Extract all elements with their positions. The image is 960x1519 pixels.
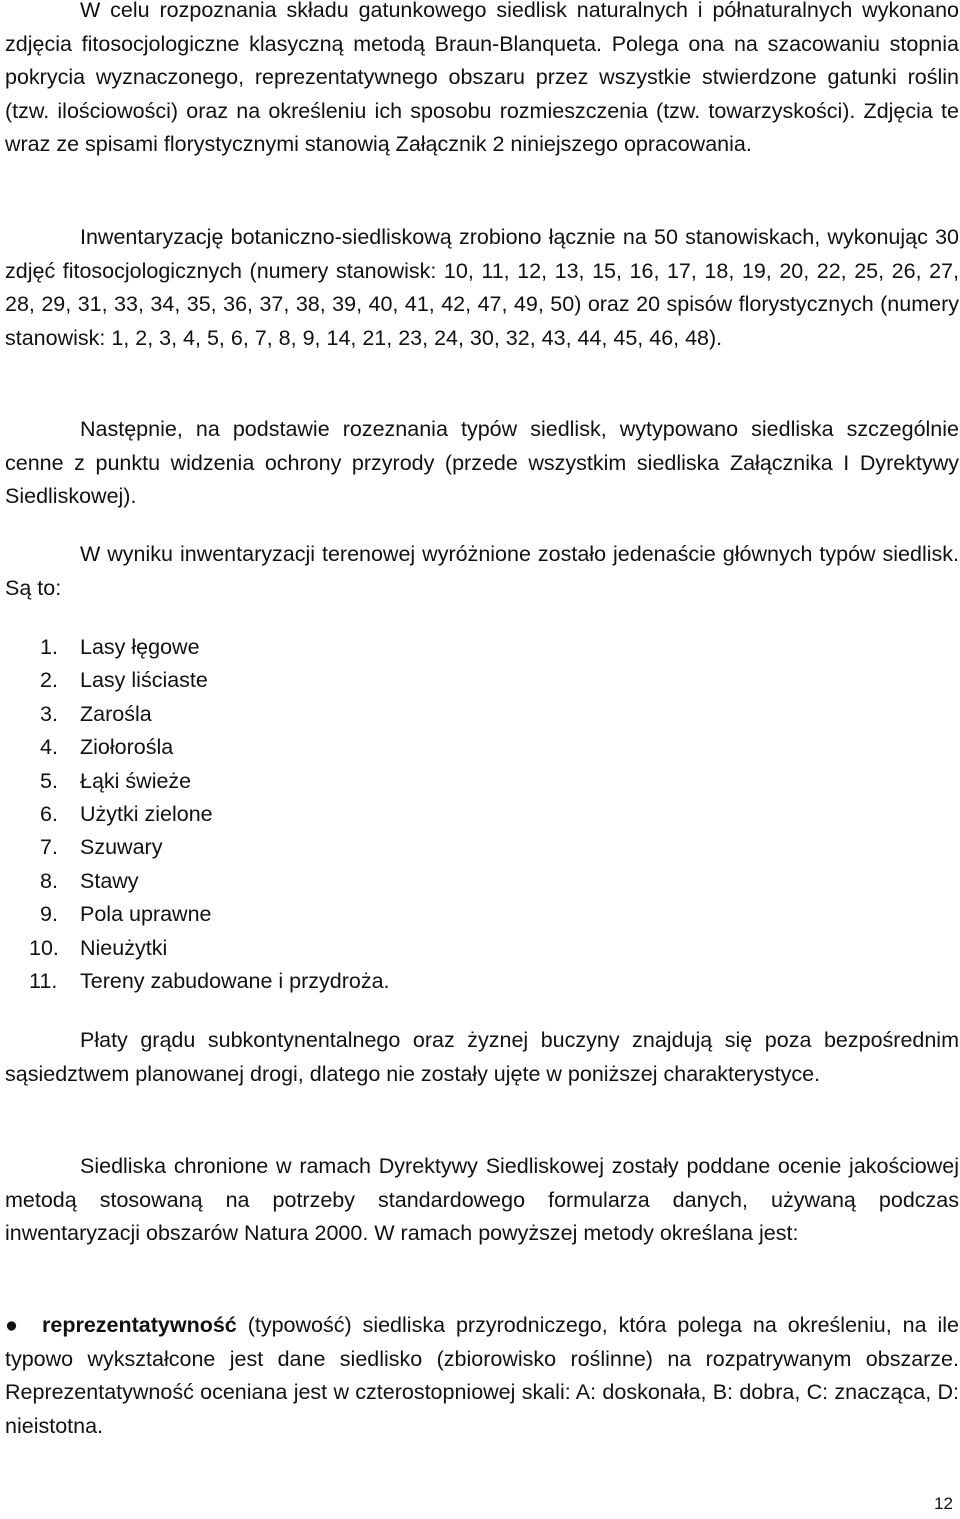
list-item xyxy=(5,831,905,864)
paragraph-inventory-sites: Inwentaryzację botaniczno-siedliskową zrobiono łącznie na 50 stanowiskach, wykonując 30 zdjęć fitosocjologicznych (numery stanowisk: 10, 11, 12, 13, 15, 16, 17, 18, 19, 20, 22, 25, 26, 27, 28, 29, 31, 33, 34, 35, 36, 37, 38, 39, 40, 41, 42, 47, 49, 50) oraz 20 spisów florystycznych (numery stanowisk: 1, 2, 3, 4, 5, 6, 7, 8, 9, 14, 21, 23, 24, 30, 32, 43, 44, 45, 46, 48). xyxy=(5,225,959,350)
list-item-number: 5. xyxy=(40,768,58,793)
list-item-number: 2. xyxy=(40,668,58,693)
list-item xyxy=(5,731,905,764)
list-item-label: Łąki świeże xyxy=(80,768,192,793)
list-item-label: Szuwary xyxy=(80,835,163,860)
list-item-number: 10. xyxy=(29,935,59,960)
list-item xyxy=(5,664,905,697)
list-item-label: Stawy xyxy=(80,868,139,893)
list-item-number: 9. xyxy=(40,902,58,927)
paragraph-assessment-method: Siedliska chronione w ramach Dyrektywy Siedliskowej zostały poddane ocenie jakościowej metodą stosowaną na potrzeby standardowego formularza danych, używaną podczas inwentaryzacji obszarów Natura 2000. W ramach powyższej metody określana jest: xyxy=(5,1154,959,1246)
list-item-label: Tereny zabudowane i przydroża. xyxy=(80,969,390,994)
list-item xyxy=(5,898,905,931)
list-item xyxy=(5,965,905,998)
list-item xyxy=(5,798,905,831)
paragraph-braun-blanquet-method: W celu rozpoznania składu gatunkowego siedlisk naturalnych i półnaturalnych wykonano zdjęcia fitosocjologiczne klasyczną metodą Braun-Blanqueta. Polega ona na szacowaniu stopnia pokrycia wyznaczonego, reprezentatywnego obszaru przez wszystkie stwierdzone gatunki roślin (tzw. ilościowości) oraz na określeniu ich sposobu rozmieszczenia (tzw. towarzyskości). Zdjęcia te wraz ze spisami florystycznymi stanowią Załącznik 2 niniejszego opracowania. xyxy=(5,0,959,157)
paragraph-valuable-habitats: Następnie, na podstawie rozeznania typów siedlisk, wytypowano siedliska szczególnie cenne z punktu widzenia ochrony przyrody (przede wszystkim siedliska Załącznika I Dyrektywy Siedliskowej). xyxy=(5,417,959,509)
list-item-number: 11. xyxy=(29,969,58,994)
bullet-icon: ● xyxy=(5,1313,18,1337)
list-item-number: 7. xyxy=(40,835,58,860)
habitat-types-list xyxy=(5,631,905,998)
list-item-label: Lasy liściaste xyxy=(80,668,208,693)
list-item-label: Użytki zielone xyxy=(80,802,213,827)
bullet-term: reprezentatywność xyxy=(42,1313,237,1337)
paragraph-excluded-habitats: Płaty grądu subkontynentalnego oraz żyznej buczyny znajdują się poza bezpośrednim sąsiedztwem planowanej drogi, dlatego nie zostały ujęte w poniższej charakterystyce. xyxy=(5,1028,959,1086)
list-item xyxy=(5,765,905,798)
paragraph-habitat-types-intro: W wyniku inwentaryzacji terenowej wyróżnione zostało jedenaście głównych typów siedlisk. Są to: xyxy=(5,542,959,600)
list-item-number: 6. xyxy=(40,802,58,827)
list-item-number: 4. xyxy=(40,735,58,760)
list-item-label: Lasy łęgowe xyxy=(80,635,200,659)
list-item-number: 1. xyxy=(40,635,58,659)
list-item xyxy=(5,698,905,731)
bullet-representativeness xyxy=(5,1309,959,1443)
list-item xyxy=(5,631,905,664)
list-item-label: Zarośla xyxy=(80,701,152,726)
page-number: 12 xyxy=(934,1494,953,1513)
list-item-label: Pola uprawne xyxy=(80,902,212,927)
bullet-text: (typowość) siedliska przyrodniczego, która polega na określeniu, na ile typowo wykształcone jest dane siedlisko (zbiorowisko roślinne) na rozpatrywanym obszarze. Reprezentatywność oceniana jest w czterostopniowej skali: A: doskonała, B: dobra, C: znacząca, D: nieistotna. xyxy=(5,1313,959,1438)
list-item xyxy=(5,865,905,898)
list-item-label: Nieużytki xyxy=(80,935,168,960)
list-item-label: Ziołorośla xyxy=(80,735,174,760)
list-item xyxy=(5,932,905,965)
list-item-number: 3. xyxy=(40,701,58,726)
list-item-number: 8. xyxy=(40,868,58,893)
